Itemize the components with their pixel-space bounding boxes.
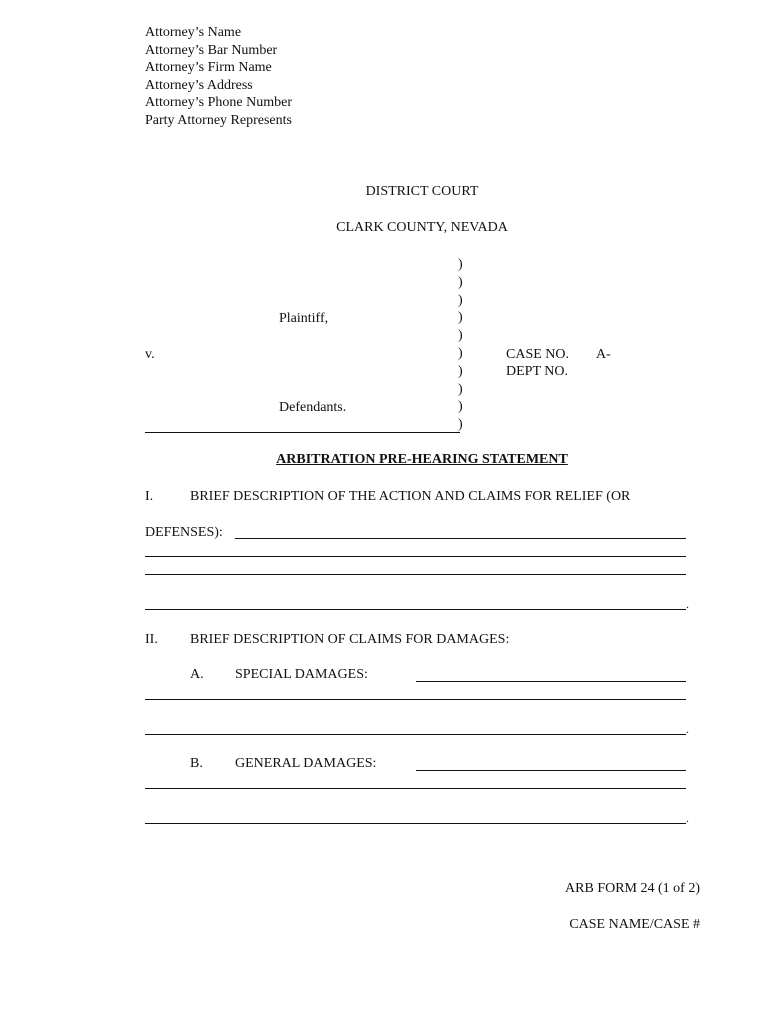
court-county: CLARK COUNTY, NEVADA [336, 220, 508, 235]
attorney-bar-number-line: Attorney’s Bar Number [145, 42, 278, 58]
caption-paren-column [458, 256, 463, 434]
attorney-phone-line: Attorney’s Phone Number [145, 95, 292, 111]
general-damages-answer-line [416, 770, 686, 771]
general-damages-end-mark: . [686, 811, 689, 825]
versus-label: v. [145, 347, 155, 362]
case-number-label: CASE NO. [506, 347, 570, 362]
special-damages-label: SPECIAL DAMAGES: [235, 667, 368, 682]
general-damages-answer-line [145, 823, 686, 824]
attorney-name-line: Attorney’s Name [145, 25, 242, 40]
caption-paren: ) [458, 417, 463, 433]
caption-paren: ) [458, 399, 463, 415]
section1-answer-line [235, 538, 686, 539]
special-damages-end-mark: . [686, 722, 689, 736]
general-damages-label: GENERAL DAMAGES: [235, 756, 377, 771]
special-damages-letter: A. [190, 667, 204, 682]
caption-paren: ) [458, 292, 463, 308]
party-represented-line: Party Attorney Represents [145, 112, 292, 128]
caption-paren: ) [458, 257, 463, 272]
section1-answer-line [145, 609, 686, 610]
defendants-label: Defendants. [279, 400, 347, 415]
plaintiff-label: Plaintiff, [279, 311, 329, 326]
caption-paren: ) [458, 274, 463, 290]
case-number-prefix: A- [596, 347, 611, 362]
caption-paren: ) [458, 363, 463, 379]
section2-heading: BRIEF DESCRIPTION OF CLAIMS FOR DAMAGES: [190, 632, 510, 647]
court-name: DISTRICT COURT [365, 184, 479, 199]
document-title: ARBITRATION PRE-HEARING STATEMENT [276, 452, 568, 467]
form-id-footer: ARB FORM 24 (1 of 2) [565, 881, 700, 896]
special-damages-answer-line [145, 699, 686, 700]
section1-number: I. [145, 489, 154, 504]
special-damages-answer-line [145, 734, 686, 735]
caption-paren: ) [458, 310, 463, 326]
section1-answer-line [145, 574, 686, 575]
case-reference-footer: CASE NAME/CASE # [569, 917, 700, 932]
attorney-address-line: Attorney’s Address [145, 77, 253, 93]
section1-heading-cont: DEFENSES): [145, 525, 223, 540]
section1-heading: BRIEF DESCRIPTION OF THE ACTION AND CLAIMS FOR RELIEF (OR [190, 489, 631, 504]
caption-paren: ) [458, 345, 463, 361]
general-damages-answer-line [145, 788, 686, 789]
section2-number: II. [145, 632, 158, 647]
section1-end-mark: . [686, 597, 689, 611]
dept-number-label: DEPT NO. [506, 364, 568, 379]
caption-paren: ) [458, 381, 463, 397]
special-damages-answer-line [416, 681, 686, 682]
caption-underline [145, 432, 460, 433]
general-damages-letter: B. [190, 756, 203, 771]
section1-answer-line [145, 556, 686, 557]
caption-paren: ) [458, 328, 463, 344]
attorney-firm-name-line: Attorney’s Firm Name [145, 60, 272, 76]
attorney-info-block [145, 24, 292, 130]
